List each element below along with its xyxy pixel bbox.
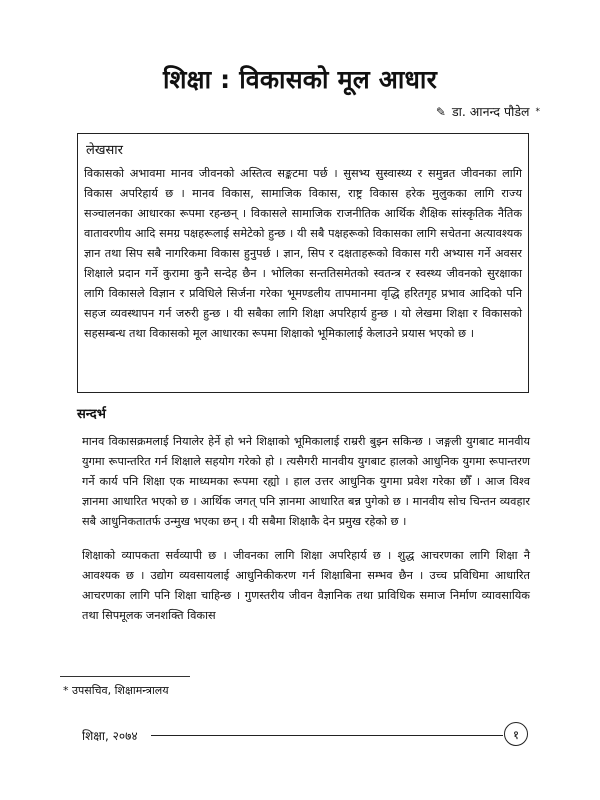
footnote-divider xyxy=(60,676,190,677)
footnote: * उपसचिव, शिक्षामन्त्रालय xyxy=(63,684,169,697)
footer-rule xyxy=(151,735,503,736)
section-heading: सन्दर्भ xyxy=(77,407,106,422)
page-number-text: १ xyxy=(512,727,520,742)
body-paragraph: शिक्षाको व्यापकता सर्वव्यापी छ । जीवनका लागि शिक्षा अपरिहार्य छ । शुद्ध आचरणका लागि शिक्षा नै आवश्यक छ । उद्योग व्यवसायलाई आधुनिकीकरण गर्न शिक्षाबिना सम्भव छैन । उच्च प्रविधिमा आधारित आचरणका लागि पनि शिक्षा चाहिन्छ । गुणस्तरीय जीवन वैज्ञानिक तथा प्राविधिक समाज निर्माण व्यावसायिक तथा सिपमूलक जनशक्ति विकास xyxy=(82,549,530,622)
pen-icon: ✎ xyxy=(435,104,446,119)
abstract-heading: लेखसार xyxy=(86,143,123,158)
author-footnote-marker: * xyxy=(535,106,540,117)
article-title: शिक्षा : विकासको मूल आधार xyxy=(162,65,438,94)
page-number xyxy=(504,722,528,746)
footer-journal: शिक्षा, २०७४ xyxy=(82,729,138,743)
abstract-box xyxy=(77,133,529,393)
body-paragraph: मानव विकासक्रमलाई नियालेर हेर्ने हो भने शिक्षाको भूमिकालाई राम्ररी बुझ्न सकिन्छ । जङ्गली युगबाट मानवीय युगमा रूपान्तरित गर्न शिक्षाले सहयोग गरेको हो । त्यसैगरी मानवीय युगबाट हालको आधुनिक युगमा रूपान्तरण गर्ने कार्य पनि शिक्षा एक माध्यमका रूपमा रह्यो । हाल उत्तर आधुनिक युगमा प्रवेश गरेका छौँ । आज विश्व ज्ञानमा आधारित भएको छ । आर्थिक जगत् पनि ज्ञानमा आधारित बन्न पुगेको छ । मानवीय सोच चिन्तन व्यवहार सबै आधुनिकतातर्फ उन्मुख भएका छन् । यी सबैमा शिक्षाकै देन प्रमुख रहेको छ । xyxy=(82,435,530,528)
abstract-text: विकासको अभावमा मानव जीवनको अस्तित्व सङ्कटमा पर्छ । सुसभ्य सुस्वास्थ्य र समुन्नत जीवनका लागि विकास अपरिहार्य छ । मानव विकास, सामाजिक विकास, राष्ट्र विकास हरेक मुलुकका लागि राज्य सञ्चालनका आधारका रूपमा रहन्छन् । विकासले सामाजिक राजनीतिक आर्थिक शैक्षिक सांस्कृतिक नैतिक वातावरणीय आदि समग्र पक्षहरूलाई समेटेको हुन्छ । यी सबै पक्षहरूको विकासका लागि सचेतना अत्यावश्यक ज्ञान तथा सिप सबै नागरिकमा विकास हुनुपर्छ । ज्ञान, सिप र दक्षताहरूको विकास गरी अभ्यास गर्ने अवसर शिक्षाले प्रदान गर्ने कुरामा कुनै सन्देह छैन । भोलिका सन्ततिसमेतको स्वतन्त्र र स्वस्थ्य जीवनको सुरक्षाका लागि विकासले विज्ञान र प्रविधिले सिर्जना गरेका भूमण्डलीय तापमानमा वृद्धि हरितगृह प्रभाव आदिको पनि सहज व्यवस्थापन गर्न जरुरी हुन्छ । यी सबैका लागि शिक्षा अपरिहार्य हुन्छ । यो लेखमा शिक्षा र विकासको सहसम्बन्ध तथा विकासको मूल आधारका रूपमा शिक्षाको भूमिकालाई केलाउने प्रयास भएको छ । xyxy=(84,167,522,340)
author-name: डा. आनन्द पौडेल xyxy=(451,104,530,119)
author-line xyxy=(436,103,540,120)
